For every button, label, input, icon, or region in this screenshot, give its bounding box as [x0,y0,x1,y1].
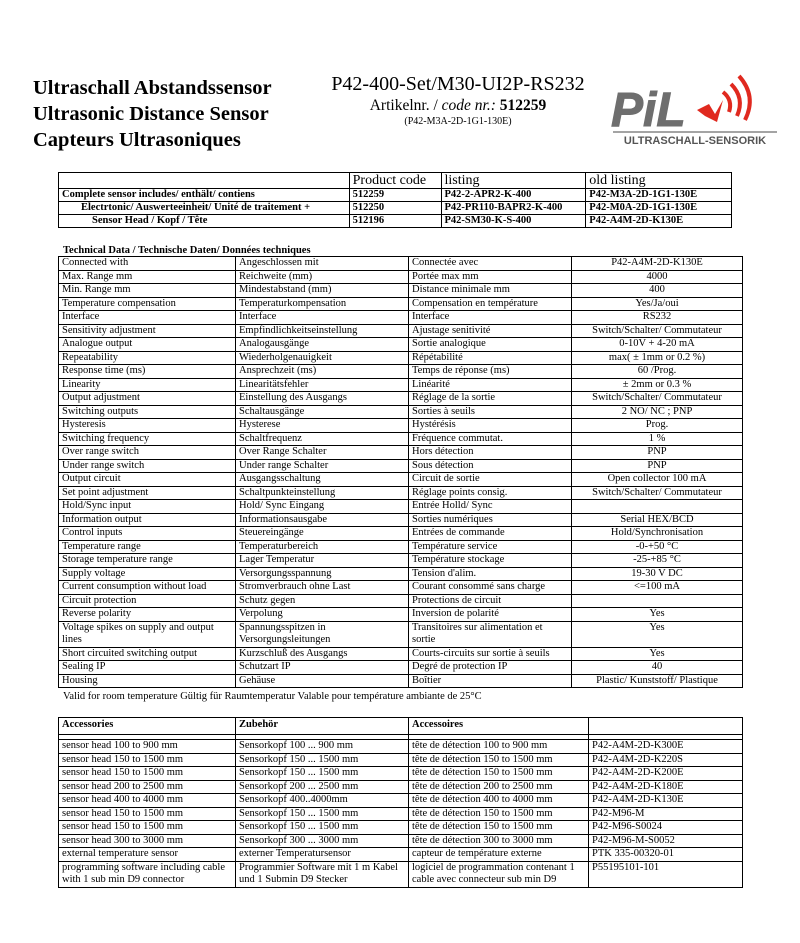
product-desc: Complete sensor includes/ enthält/ contiens [59,189,350,202]
tech-value [572,594,743,608]
wave-arc-2 [731,84,740,116]
tech-english: Min. Range mm [59,284,236,298]
tech-value: Serial HEX/BCD [572,513,743,527]
tech-row [59,405,743,419]
tech-row [59,459,743,473]
tech-value: Hold/Synchronisation [572,527,743,541]
product-listing: P42-PR110-BAPR2-K-400 [441,202,586,215]
accessory-row [59,848,743,862]
tech-english: Sensitivity adjustment [59,324,236,338]
tech-value: Plastic/ Kunststoff/ Plastique [572,674,743,688]
accessory-french: capteur de température externe [409,848,589,862]
tech-value: Yes [572,608,743,622]
bat-icon [697,100,723,122]
tech-french: Température stockage [409,554,572,568]
tech-value: 400 [572,284,743,298]
tech-french: Hors détection [409,446,572,460]
tech-row [59,297,743,311]
tech-value: Yes [572,647,743,661]
accessory-row [59,780,743,794]
tech-german: Lager Temperatur [236,554,409,568]
tech-german: Mindestabstand (mm) [236,284,409,298]
tech-row [59,540,743,554]
accessory-english: sensor head 150 to 1500 mm [59,807,236,821]
tech-value: 2 NO/ NC ; PNP [572,405,743,419]
accessory-french: tête de détection 200 to 2500 mm [409,780,589,794]
tech-french: Entrées de commande [409,527,572,541]
tech-german: Temperaturkompensation [236,297,409,311]
tech-german: Spannungsspitzen in Versorgungsleitungen [236,621,409,647]
article-code-label: code nr.: [441,97,500,114]
tech-french: Sous détection [409,459,572,473]
accessory-english: sensor head 150 to 1500 mm [59,767,236,781]
tech-value: P42-A4M-2D-K130E [572,257,743,271]
tech-row [59,270,743,284]
accessory-german: Sensorkopf 150 ... 1500 mm [236,821,409,835]
accessory-part-number: P42-A4M-2D-K130E [589,794,743,808]
tech-value: <=100 mA [572,581,743,595]
accessory-french: tête de détection 300 to 3000 mm [409,834,589,848]
tech-row [59,432,743,446]
tech-french: Ajustage senitivité [409,324,572,338]
header-old-listing: old listing [586,173,732,189]
tech-german: Stromverbrauch ohne Last [236,581,409,595]
tech-row [59,581,743,595]
accessory-part-number: P42-A4M-2D-K180E [589,780,743,794]
tech-german: Interface [236,311,409,325]
header-accessories: Accessories [59,718,236,735]
accessory-part-number: P42-M96-S0024 [589,821,743,835]
accessory-french: logiciel de programmation contenant 1 cable avec connecteur sub min D9 [409,861,589,887]
accessory-row [59,767,743,781]
tech-french: Linéarité [409,378,572,392]
tech-value: 0-10V + 4-20 mA [572,338,743,352]
tech-french: Protections de circuit [409,594,572,608]
accessory-row [59,861,743,887]
accessory-part-number: P42-M96-M-S0052 [589,834,743,848]
product-row [59,215,732,228]
accessory-german: Sensorkopf 150 ... 1500 mm [236,767,409,781]
product-code: 512250 [349,202,441,215]
accessory-german: Sensorkopf 100 ... 900 mm [236,740,409,754]
tech-row [59,446,743,460]
product-table-header [59,173,732,189]
tech-french: Distance minimale mm [409,284,572,298]
accessory-french: tête de détection 400 to 4000 mm [409,794,589,808]
product-old-listing: P42-M3A-2D-1G1-130E [586,189,732,202]
tech-french: Fréquence commutat. [409,432,572,446]
tech-french: Réglage points consig. [409,486,572,500]
tech-row [59,594,743,608]
tech-value: PNP [572,446,743,460]
tech-row [59,608,743,622]
tech-german: Empfindlichkeitseinstellung [236,324,409,338]
header-listing: listing [441,173,586,189]
tech-french: Tension d'alim. [409,567,572,581]
tech-english: Hold/Sync input [59,500,236,514]
tech-french: Interface [409,311,572,325]
accessory-french: tête de détection 150 to 1500 mm [409,821,589,835]
product-desc: Sensor Head / Kopf / Tête [59,215,350,228]
header-zubehoer: Zubehör [236,718,409,735]
logo-tagline: ULTRASCHALL-SENSORIK [623,135,767,147]
accessory-english: external temperature sensor [59,848,236,862]
accessory-german: externer Temperatursensor [236,848,409,862]
tech-english: Analogue output [59,338,236,352]
tech-german: Informationsausgabe [236,513,409,527]
product-listing: P42-2-APR2-K-400 [441,189,586,202]
tech-english: Housing [59,674,236,688]
article-prefix: Artikelnr. / [369,97,442,114]
tech-row [59,378,743,392]
tech-german: Kurzschluß des Ausgangs [236,647,409,661]
tech-german: Verpolung [236,608,409,622]
tech-row [59,473,743,487]
tech-german: Steuereingänge [236,527,409,541]
tech-row [59,324,743,338]
accessory-part-number: P42-A4M-2D-K220S [589,753,743,767]
accessory-french: tête de détection 150 to 1500 mm [409,753,589,767]
article-number: 512259 [499,97,547,114]
tech-data-title: Technical Data / Technische Daten/ Données techniques [63,245,311,256]
tech-french: Hystérésis [409,419,572,433]
tech-german: Ansprechzeit (ms) [236,365,409,379]
tech-value: Switch/Schalter/ Commutateur [572,486,743,500]
tech-value: Switch/Schalter/ Commutateur [572,324,743,338]
accessory-english: sensor head 100 to 900 mm [59,740,236,754]
tech-french: Inversion de polarité [409,608,572,622]
tech-value: Yes [572,621,743,647]
tech-english: Set point adjustment [59,486,236,500]
tech-value: -0-+50 °C [572,540,743,554]
accessory-english: sensor head 300 to 3000 mm [59,834,236,848]
tech-french: Circuit de sortie [409,473,572,487]
tech-value: 1 % [572,432,743,446]
tech-german: Versorgungsspannung [236,567,409,581]
tech-german: Under range Schalter [236,459,409,473]
tech-english: Short circuited switching output [59,647,236,661]
accessory-part-number: P42-A4M-2D-K200E [589,767,743,781]
tech-french: Temps de réponse (ms) [409,365,572,379]
article-line [313,96,603,115]
product-row [59,202,732,215]
tech-german: Ausgangsschaltung [236,473,409,487]
tech-row [59,647,743,661]
product-desc: Electrtonic/ Auswerteeinheit/ Unité de traitement + [59,202,350,215]
accessory-german: Sensorkopf 300 ... 3000 mm [236,834,409,848]
tech-value: Yes/Ja/oui [572,297,743,311]
accessory-german: Programmier Software mit 1 m Kabel und 1 Submin D9 Stecker [236,861,409,887]
product-code: 512196 [349,215,441,228]
tech-row [59,554,743,568]
tech-english: Reverse polarity [59,608,236,622]
accessory-part-number: PTK 335-00320-01 [589,848,743,862]
tech-french: Courts-circuits sur sortie à seuils [409,647,572,661]
tech-french: Température service [409,540,572,554]
tech-value: 4000 [572,270,743,284]
tech-english: Control inputs [59,527,236,541]
accessory-part-number: P42-A4M-2D-K300E [589,740,743,754]
accessory-english: sensor head 150 to 1500 mm [59,821,236,835]
tech-german: Over Range Schalter [236,446,409,460]
pil-logo [605,70,780,150]
tech-data-table [58,256,743,688]
tech-english: Response time (ms) [59,365,236,379]
tech-german: Hysterese [236,419,409,433]
tech-french: Réglage de la sortie [409,392,572,406]
tech-row [59,486,743,500]
tech-german: Temperaturbereich [236,540,409,554]
product-row [59,189,732,202]
accessory-german: Sensorkopf 150 ... 1500 mm [236,753,409,767]
tech-french: Portée max mm [409,270,572,284]
title-french: Capteurs Ultrasoniques [33,129,241,151]
tech-french: Entrée Holld/ Sync [409,500,572,514]
header-empty [589,718,743,735]
tech-english: Output circuit [59,473,236,487]
tech-row [59,257,743,271]
accessory-part-number: P55195101-101 [589,861,743,887]
logo-brand-text: PiL [611,84,686,137]
sub-code: (P42-M3A-2D-1G1-130E) [404,116,512,127]
tech-value: PNP [572,459,743,473]
tech-value: 40 [572,661,743,675]
product-listing: P42-SM30-K-S-400 [441,215,586,228]
tech-row [59,284,743,298]
tech-german: Einstellung des Ausgangs [236,392,409,406]
accessory-german: Sensorkopf 150 ... 1500 mm [236,807,409,821]
tech-french: Courant consommé sans charge [409,581,572,595]
tech-row [59,661,743,675]
tech-french: Transitoires sur alimentation et sortie [409,621,572,647]
tech-german: Schaltpunkteinstellung [236,486,409,500]
tech-row [59,392,743,406]
tech-value: Prog. [572,419,743,433]
tech-french: Compensation en température [409,297,572,311]
tech-value: max( ± 1mm or 0.2 %) [572,351,743,365]
accessory-row [59,753,743,767]
product-code: 512259 [349,189,441,202]
accessory-english: sensor head 150 to 1500 mm [59,753,236,767]
accessory-french: tête de détection 100 to 900 mm [409,740,589,754]
tech-german: Wiederholgenauigkeit [236,351,409,365]
accessory-row [59,794,743,808]
tech-row [59,311,743,325]
tech-english: Switching frequency [59,432,236,446]
tech-english: Switching outputs [59,405,236,419]
tech-english: Circuit protection [59,594,236,608]
tech-row [59,621,743,647]
title-english: Ultrasonic Distance Sensor [33,103,269,125]
tech-value: -25-+85 °C [572,554,743,568]
tech-english: Max. Range mm [59,270,236,284]
tech-english: Storage temperature range [59,554,236,568]
wave-arc-1 [723,92,730,112]
accessory-part-number: P42-M96-M [589,807,743,821]
tech-english: Temperature range [59,540,236,554]
tech-value: Switch/Schalter/ Commutateur [572,392,743,406]
tech-english: Temperature compensation [59,297,236,311]
model-number: P42-400-Set/M30-UI2P-RS232 [331,73,585,95]
tech-row [59,351,743,365]
accessory-english: sensor head 400 to 4000 mm [59,794,236,808]
tech-english: Over range switch [59,446,236,460]
validity-note: Valid for room temperature Gültig für Raumtemperatur Valable pour température ambiante de 25°C [63,691,482,702]
title-german: Ultraschall Abstandssensor [33,77,272,99]
tech-row [59,419,743,433]
tech-german: Schutz gegen [236,594,409,608]
tech-english: Current consumption without load [59,581,236,595]
accessory-french: tête de détection 150 to 1500 mm [409,767,589,781]
tech-value: RS232 [572,311,743,325]
product-old-listing: P42-M0A-2D-1G1-130E [586,202,732,215]
product-table [58,172,732,228]
tech-german: Schaltfrequenz [236,432,409,446]
tech-value: Open collector 100 mA [572,473,743,487]
accessory-french: tête de détection 150 to 1500 mm [409,807,589,821]
tech-english: Sealing IP [59,661,236,675]
tech-german: Hold/ Sync Eingang [236,500,409,514]
tech-english: Hysteresis [59,419,236,433]
tech-french: Sorties numériques [409,513,572,527]
product-old-listing: P42-A4M-2D-K130E [586,215,732,228]
tech-value [572,500,743,514]
tech-french: Sortie analogique [409,338,572,352]
tech-value: ± 2mm or 0.3 % [572,378,743,392]
tech-row [59,674,743,688]
accessory-row [59,821,743,835]
accessory-row [59,740,743,754]
tech-german: Gehäuse [236,674,409,688]
tech-english: Supply voltage [59,567,236,581]
tech-value: 19-30 V DC [572,567,743,581]
tech-english: Information output [59,513,236,527]
tech-french: Boîtier [409,674,572,688]
tech-german: Schaltausgänge [236,405,409,419]
accessory-german: Sensorkopf 400..4000mm [236,794,409,808]
accessory-english: sensor head 200 to 2500 mm [59,780,236,794]
tech-row [59,500,743,514]
tech-german: Analogausgänge [236,338,409,352]
tech-row [59,365,743,379]
accessory-row [59,834,743,848]
tech-german: Schutzart IP [236,661,409,675]
header-accessoires: Accessoires [409,718,589,735]
tech-row [59,338,743,352]
tech-row [59,513,743,527]
accessory-german: Sensorkopf 200 ... 2500 mm [236,780,409,794]
tech-english: Interface [59,311,236,325]
tech-german: Linearitätsfehler [236,378,409,392]
tech-english: Repeatability [59,351,236,365]
header-product-code: Product code [349,173,441,189]
tech-english: Output adjustment [59,392,236,406]
model-block [313,72,603,128]
title-block [33,75,313,153]
accessories-table [58,717,743,888]
accessories-header [59,718,743,735]
tech-value: 60 /Prog. [572,365,743,379]
tech-german: Angeschlossen mit [236,257,409,271]
tech-french: Sorties à seuils [409,405,572,419]
accessory-row [59,807,743,821]
tech-english: Linearity [59,378,236,392]
tech-english: Under range switch [59,459,236,473]
tech-french: Connectée avec [409,257,572,271]
header-cell [59,173,350,189]
tech-row [59,567,743,581]
tech-english: Connected with [59,257,236,271]
tech-french: Degré de protection IP [409,661,572,675]
tech-row [59,527,743,541]
tech-german: Reichweite (mm) [236,270,409,284]
accessory-english: programming software including cable with 1 sub min D9 connector [59,861,236,887]
tech-french: Répétabilité [409,351,572,365]
tech-english: Voltage spikes on supply and output lines [59,621,236,647]
